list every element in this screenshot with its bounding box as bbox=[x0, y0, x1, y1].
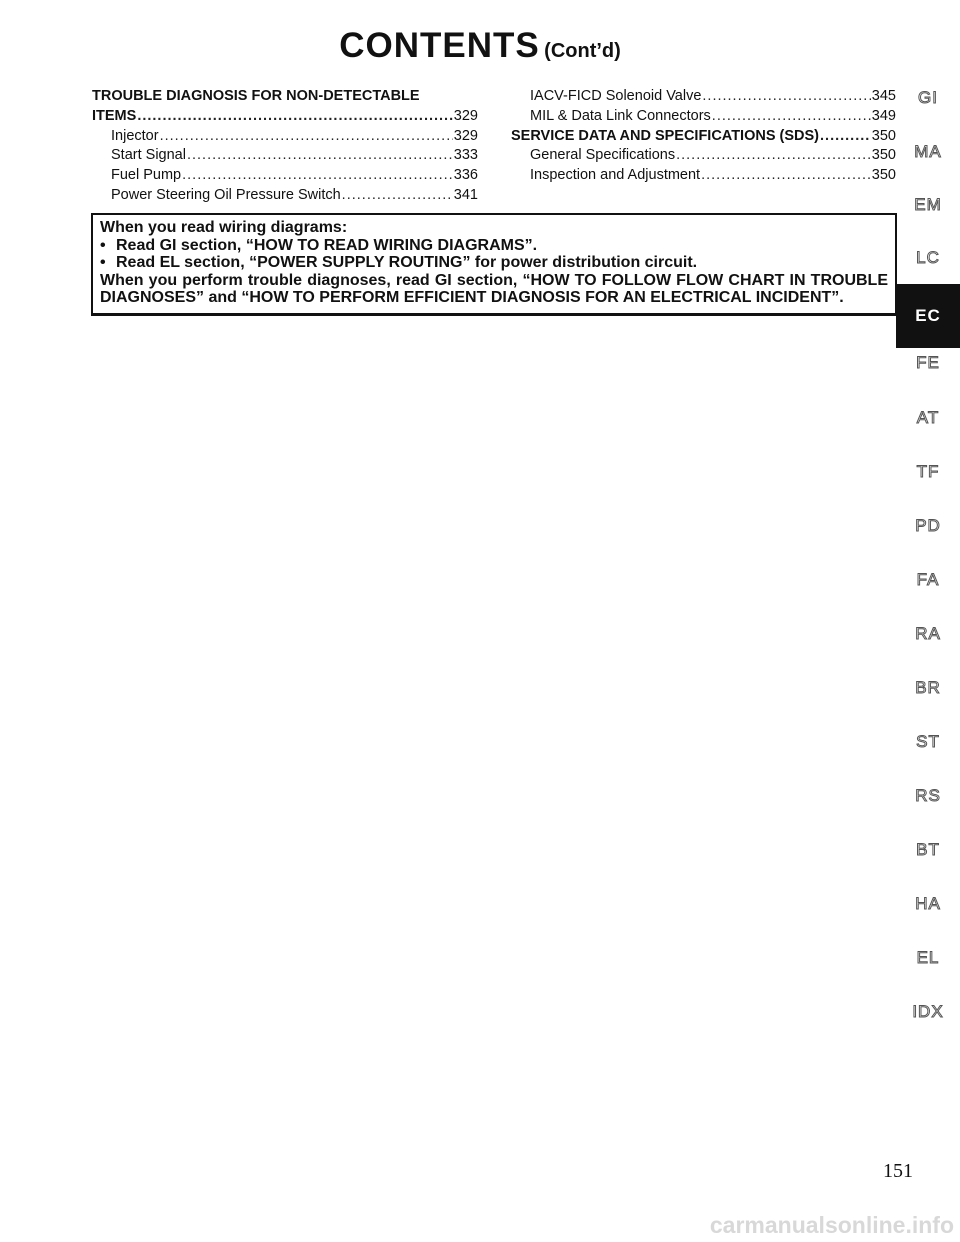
tab-st[interactable]: ST bbox=[916, 732, 940, 751]
title-main: CONTENTS bbox=[339, 26, 540, 65]
toc-entry-label: General Specifications bbox=[530, 147, 676, 164]
tab-br[interactable]: BR bbox=[915, 678, 941, 697]
tab-rs[interactable]: RS bbox=[915, 786, 941, 805]
bullet-icon: • bbox=[100, 254, 106, 271]
toc-entry-label: Start Signal bbox=[111, 147, 186, 164]
toc-entry-label: IACV-FICD Solenoid Valve bbox=[530, 88, 702, 104]
tab-gi[interactable]: GI bbox=[918, 88, 938, 107]
tab-el[interactable]: EL bbox=[916, 948, 940, 967]
tab-fa[interactable]: FA bbox=[916, 570, 940, 589]
page-title bbox=[0, 26, 960, 66]
notice-bullet-1-text: Read GI section, “HOW TO READ WIRING DIAGRAMS”. bbox=[116, 236, 538, 254]
toc-entry[interactable] bbox=[511, 108, 896, 128]
toc-entry-label: MIL & Data Link Connectors bbox=[530, 107, 711, 124]
toc-entry-label: SERVICE DATA AND SPECIFICATIONS (SDS) bbox=[511, 127, 820, 144]
toc-leader-dots bbox=[160, 128, 453, 144]
toc-heading-text-1: TROUBLE DIAGNOSIS FOR NON-DETECTABLE bbox=[92, 88, 420, 104]
toc-leader-dots bbox=[820, 128, 871, 144]
toc-entry[interactable] bbox=[511, 167, 896, 187]
toc-leader-dots bbox=[701, 167, 871, 183]
toc-page-number: 336 bbox=[453, 167, 478, 184]
toc-entry[interactable] bbox=[511, 88, 896, 108]
toc-entry-label: Injector bbox=[111, 127, 159, 144]
toc-entry-label: Power Steering Oil Pressure Switch bbox=[111, 186, 341, 203]
page-number: 151 bbox=[883, 1160, 913, 1182]
bullet-icon: • bbox=[100, 236, 106, 254]
toc-page-number: 350 bbox=[871, 127, 896, 144]
tab-idx[interactable]: IDX bbox=[912, 1002, 944, 1021]
toc-leader-dots bbox=[137, 108, 452, 124]
toc-heading-line-1 bbox=[92, 88, 478, 108]
toc-leader-dots bbox=[187, 147, 453, 163]
toc-page-number: 333 bbox=[453, 147, 478, 164]
notice-bullet-1 bbox=[100, 237, 888, 255]
notice-heading: When you read wiring diagrams: bbox=[100, 219, 348, 236]
tab-ra[interactable]: RA bbox=[915, 624, 941, 643]
tab-fe[interactable]: FE bbox=[916, 353, 940, 372]
toc-entry[interactable] bbox=[92, 147, 478, 167]
toc-entry-label: Inspection and Adjustment bbox=[530, 167, 701, 184]
title-sub: (Cont’d) bbox=[544, 40, 621, 62]
toc-leader-dots bbox=[182, 167, 453, 183]
toc-page-number: 350 bbox=[871, 147, 896, 164]
toc-entry-label: Fuel Pump bbox=[111, 167, 182, 184]
tab-tf[interactable]: TF bbox=[916, 462, 940, 481]
toc-entry[interactable] bbox=[511, 147, 896, 167]
tab-ha[interactable]: HA bbox=[915, 894, 941, 913]
wiring-diagram-notice-box bbox=[91, 213, 897, 316]
toc-page-number: 350 bbox=[871, 167, 896, 184]
tab-ma[interactable]: MA bbox=[914, 142, 942, 161]
toc-right-column bbox=[511, 88, 896, 187]
toc-leader-dots bbox=[676, 147, 871, 163]
notice-bullet-2 bbox=[100, 254, 888, 272]
toc-heading-text-2: ITEMS bbox=[92, 107, 137, 124]
toc-entry[interactable] bbox=[92, 128, 478, 148]
toc-left-column bbox=[92, 88, 478, 207]
tab-bt[interactable]: BT bbox=[916, 840, 940, 859]
toc-page-number: 341 bbox=[453, 186, 478, 203]
toc-page-number: 329 bbox=[453, 127, 478, 144]
toc-leader-dots bbox=[712, 108, 871, 124]
tab-lc[interactable]: LC bbox=[916, 248, 940, 267]
tab-ec-active[interactable]: EC bbox=[896, 284, 960, 348]
tab-at[interactable]: AT bbox=[916, 408, 940, 427]
toc-page-number: 349 bbox=[871, 107, 896, 124]
toc-heading-entry[interactable] bbox=[92, 108, 478, 128]
watermark-text: carmanualsonline.info bbox=[709, 1212, 954, 1238]
tab-pd[interactable]: PD bbox=[915, 516, 941, 535]
toc-entry[interactable] bbox=[92, 187, 478, 207]
toc-page-number: 345 bbox=[871, 88, 896, 104]
toc-leader-dots bbox=[702, 88, 870, 104]
tab-em[interactable]: EM bbox=[914, 195, 942, 214]
toc-page-number: 329 bbox=[453, 107, 478, 124]
toc-entry[interactable] bbox=[92, 167, 478, 187]
toc-section-entry[interactable] bbox=[511, 128, 896, 148]
toc-leader-dots bbox=[342, 187, 453, 203]
notice-diagnosis-text: When you perform trouble diagnoses, read GI section, “HOW TO FOLLOW FLOW CHART IN TROUBLE DIAGNOSES” and “HOW TO PERFORM EFFICIENT DIAGNOSIS FOR AN ELECTRICAL INCIDENT”. bbox=[100, 271, 888, 306]
notice-bullet-2-text: Read EL section, “POWER SUPPLY ROUTING” for power distribution circuit. bbox=[116, 254, 698, 271]
